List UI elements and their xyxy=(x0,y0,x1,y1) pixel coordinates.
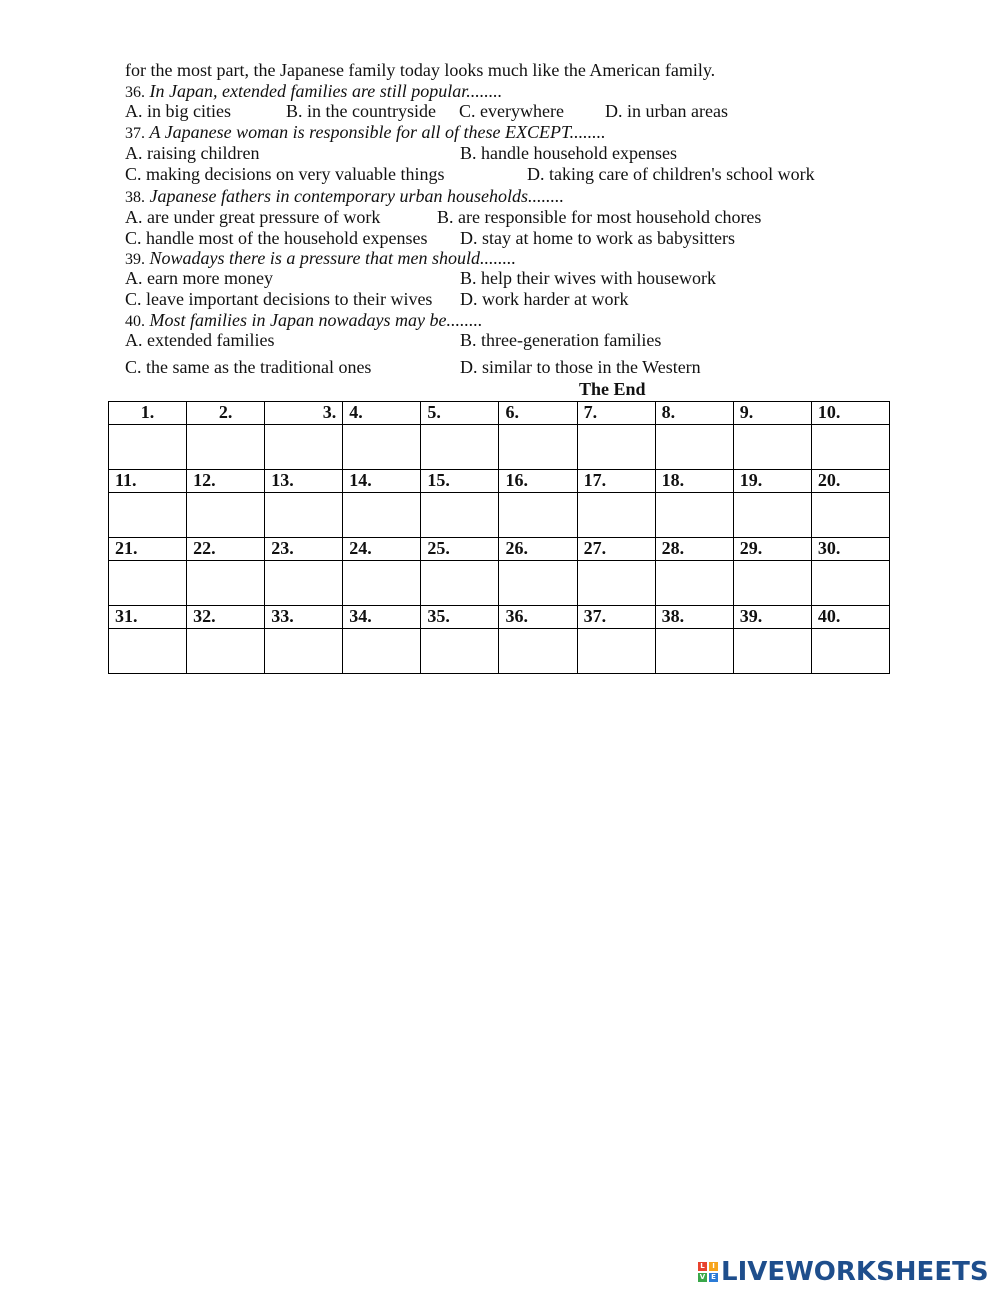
option-a[interactable]: A. extended families xyxy=(125,330,275,350)
answer-number: 35. xyxy=(421,606,499,629)
question-text: A Japanese woman is responsible for all of these EXCEPT........ xyxy=(149,122,606,142)
answer-cell[interactable] xyxy=(109,561,187,606)
answer-number: 2. xyxy=(187,402,265,425)
answer-cell[interactable] xyxy=(109,629,187,674)
answer-number: 10. xyxy=(811,402,889,425)
answer-cell[interactable] xyxy=(265,629,343,674)
the-end-label: The End xyxy=(579,379,646,399)
answer-number: 6. xyxy=(499,402,577,425)
logo-block: V xyxy=(699,1273,706,1281)
answer-number: 34. xyxy=(343,606,421,629)
answer-cell[interactable] xyxy=(421,629,499,674)
option-d[interactable]: D. taking care of children's school work xyxy=(527,164,815,184)
answer-number: 31. xyxy=(109,606,187,629)
option-a[interactable]: A. in big cities xyxy=(125,101,231,121)
option-d[interactable]: D. stay at home to work as babysitters xyxy=(460,228,735,248)
option-c[interactable]: C. the same as the traditional ones xyxy=(125,357,372,377)
option-a[interactable]: A. earn more money xyxy=(125,268,273,288)
answer-number: 22. xyxy=(187,538,265,561)
answer-number: 13. xyxy=(265,470,343,493)
answer-number: 36. xyxy=(499,606,577,629)
answer-cell[interactable] xyxy=(577,561,655,606)
answer-number: 39. xyxy=(733,606,811,629)
answer-cell[interactable] xyxy=(733,561,811,606)
answer-cell[interactable] xyxy=(499,629,577,674)
question-39-stem xyxy=(125,248,516,270)
option-b[interactable]: B. in the countryside xyxy=(286,101,436,121)
answer-number: 16. xyxy=(499,470,577,493)
logo-mark-icon xyxy=(698,1262,718,1282)
answer-cell[interactable] xyxy=(733,629,811,674)
answer-cell[interactable] xyxy=(733,425,811,470)
answer-number: 21. xyxy=(109,538,187,561)
question-36-options xyxy=(125,101,885,122)
answer-cell[interactable] xyxy=(265,425,343,470)
question-38-options-row2 xyxy=(125,228,885,249)
answer-number: 26. xyxy=(499,538,577,561)
answer-number: 8. xyxy=(655,402,733,425)
answer-number: 11. xyxy=(109,470,187,493)
answer-number: 27. xyxy=(577,538,655,561)
answer-cell[interactable] xyxy=(811,561,889,606)
option-c[interactable]: C. leave important decisions to their wives xyxy=(125,289,433,309)
question-37-options-row2 xyxy=(125,164,885,185)
answer-cell[interactable] xyxy=(343,425,421,470)
question-40-stem xyxy=(125,310,482,332)
question-38-stem xyxy=(125,186,564,208)
answer-cell[interactable] xyxy=(187,425,265,470)
question-text: Nowadays there is a pressure that men should........ xyxy=(149,248,516,268)
answer-number: 15. xyxy=(421,470,499,493)
answer-cell[interactable] xyxy=(343,561,421,606)
logo-text: LIVEWORKSHEETS xyxy=(721,1257,989,1287)
option-b[interactable]: B. are responsible for most household chores xyxy=(437,207,762,227)
answer-number: 40. xyxy=(811,606,889,629)
answer-cell[interactable] xyxy=(577,629,655,674)
answer-cell[interactable] xyxy=(421,425,499,470)
answer-cell[interactable] xyxy=(499,493,577,538)
answer-number: 4. xyxy=(343,402,421,425)
option-d[interactable]: D. in urban areas xyxy=(605,101,728,121)
option-c[interactable]: C. everywhere xyxy=(459,101,564,121)
answer-cell[interactable] xyxy=(733,493,811,538)
answer-cell[interactable] xyxy=(577,425,655,470)
answer-header-row xyxy=(109,538,890,561)
answer-input-row xyxy=(109,493,890,538)
answer-number: 37. xyxy=(577,606,655,629)
question-text: Most families in Japan nowadays may be........ xyxy=(149,310,483,330)
question-text: In Japan, extended families are still popular........ xyxy=(149,81,503,101)
option-a[interactable]: A. are under great pressure of work xyxy=(125,207,381,227)
intro-line: for the most part, the Japanese family today looks much like the American family. xyxy=(125,60,716,80)
answer-number: 33. xyxy=(265,606,343,629)
answer-number: 1. xyxy=(109,402,187,425)
option-d[interactable]: D. similar to those in the Western xyxy=(460,357,701,377)
answer-grid xyxy=(108,401,890,674)
answer-input-row xyxy=(109,561,890,606)
answer-cell[interactable] xyxy=(577,493,655,538)
answer-header-row xyxy=(109,470,890,493)
answer-number: 18. xyxy=(655,470,733,493)
option-b[interactable]: B. help their wives with housework xyxy=(460,268,716,288)
answer-cell[interactable] xyxy=(109,493,187,538)
answer-number: 30. xyxy=(811,538,889,561)
answer-number: 17. xyxy=(577,470,655,493)
answer-number: 12. xyxy=(187,470,265,493)
answer-cell[interactable] xyxy=(187,561,265,606)
question-number: 40. xyxy=(125,313,145,330)
logo-block: E xyxy=(709,1273,718,1282)
question-38-options-row1 xyxy=(125,207,885,228)
question-37-stem xyxy=(125,122,606,144)
answer-cell[interactable] xyxy=(655,629,733,674)
question-39-options-row1 xyxy=(125,268,885,289)
answer-number: 14. xyxy=(343,470,421,493)
answer-number: 23. xyxy=(265,538,343,561)
logo-block: L xyxy=(698,1262,707,1271)
answer-cell[interactable] xyxy=(421,561,499,606)
answer-number: 24. xyxy=(343,538,421,561)
answer-input-row xyxy=(109,629,890,674)
question-36-stem xyxy=(125,81,502,103)
answer-cell[interactable] xyxy=(265,493,343,538)
answer-number: 7. xyxy=(577,402,655,425)
question-text: Japanese fathers in contemporary urban households........ xyxy=(149,186,564,206)
option-a[interactable]: A. raising children xyxy=(125,143,260,163)
answer-cell[interactable] xyxy=(499,425,577,470)
question-number: 36. xyxy=(125,84,145,101)
answer-cell[interactable] xyxy=(265,561,343,606)
answer-cell[interactable] xyxy=(811,493,889,538)
answer-number: 29. xyxy=(733,538,811,561)
answer-cell[interactable] xyxy=(421,493,499,538)
answer-header-row xyxy=(109,606,890,629)
answer-cell[interactable] xyxy=(499,561,577,606)
answer-number: 28. xyxy=(655,538,733,561)
answer-number: 32. xyxy=(187,606,265,629)
question-number: 39. xyxy=(125,251,145,268)
option-b[interactable]: B. three-generation families xyxy=(460,330,662,350)
question-number: 38. xyxy=(125,189,145,206)
answer-cell[interactable] xyxy=(811,629,889,674)
answer-number: 9. xyxy=(733,402,811,425)
answer-cell[interactable] xyxy=(655,493,733,538)
liveworksheets-logo xyxy=(698,1258,989,1286)
answer-cell[interactable] xyxy=(343,493,421,538)
answer-number: 20. xyxy=(811,470,889,493)
answer-cell[interactable] xyxy=(655,425,733,470)
answer-number: 3. xyxy=(265,402,343,425)
question-40-options-row1 xyxy=(125,330,885,351)
answer-number: 38. xyxy=(655,606,733,629)
question-number: 37. xyxy=(125,125,145,142)
option-c[interactable]: C. handle most of the household expenses xyxy=(125,228,428,248)
question-39-options-row2 xyxy=(125,289,885,310)
answer-cell[interactable] xyxy=(655,561,733,606)
option-b[interactable]: B. handle household expenses xyxy=(460,143,677,163)
answer-number: 25. xyxy=(421,538,499,561)
answer-number: 5. xyxy=(421,402,499,425)
answer-number: 19. xyxy=(733,470,811,493)
option-d[interactable]: D. work harder at work xyxy=(460,289,629,309)
answer-cell[interactable] xyxy=(187,629,265,674)
question-40-options-row2 xyxy=(125,357,885,378)
answer-cell[interactable] xyxy=(109,425,187,470)
answer-header-row xyxy=(109,402,890,425)
question-37-options-row1 xyxy=(125,143,885,164)
answer-input-row xyxy=(109,425,890,470)
answer-cell[interactable] xyxy=(811,425,889,470)
answer-cell[interactable] xyxy=(187,493,265,538)
logo-block: I xyxy=(709,1262,718,1271)
option-c[interactable]: C. making decisions on very valuable things xyxy=(125,164,445,184)
answer-cell[interactable] xyxy=(343,629,421,674)
